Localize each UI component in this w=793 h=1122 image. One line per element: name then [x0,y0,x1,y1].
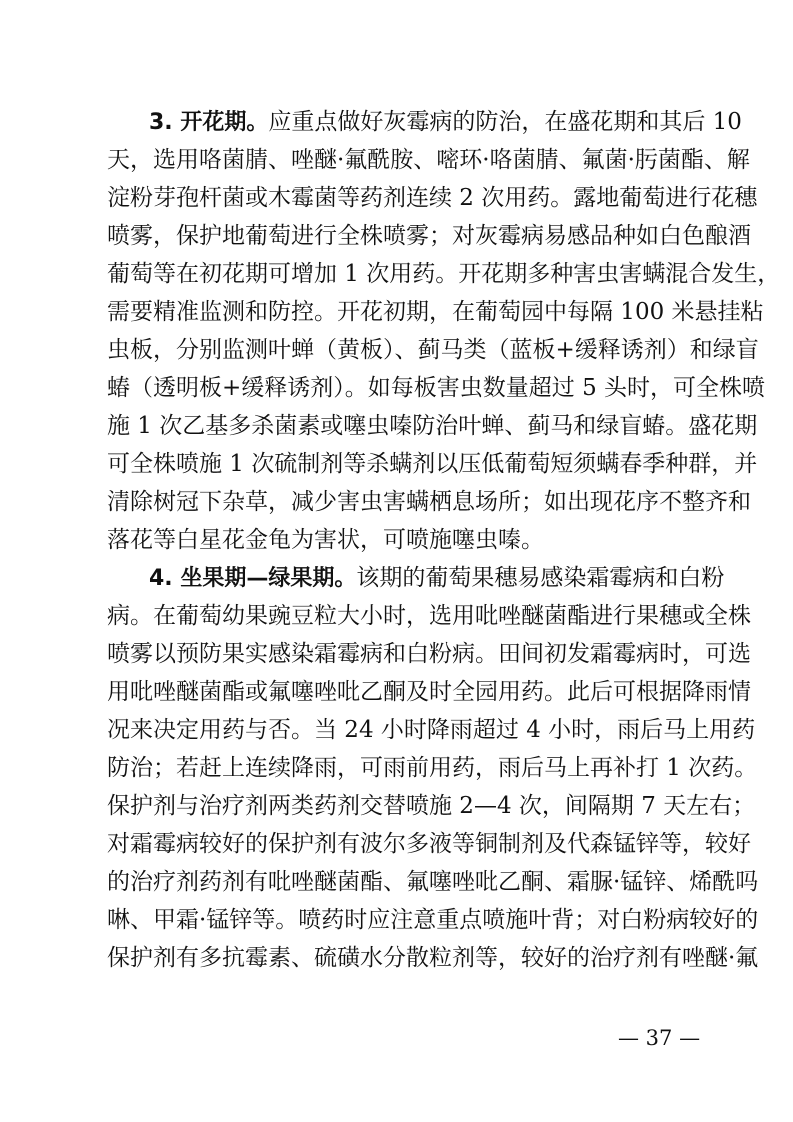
paragraph-line: 葡萄等在初花期可增加 1 次用药。开花期多种害虫害螨混合发生， [107,261,781,287]
paragraph-line: 病。在葡萄幼果豌豆粒大小时，选用吡唑醚菌酯进行果穗或全株 [107,603,751,629]
section-4-heading: 4. 坐果期—绿果期。 [149,566,357,591]
paragraph-line: 保护剂有多抗霉素、硫磺水分散粒剂等，较好的治疗剂有唑醚·氟 [107,945,759,971]
section-4-line-1 [149,563,725,593]
section-4-text: 该期的葡萄果穗易感染霜霉病和白粉 [356,565,725,591]
paragraph-line: 喷雾以预防果实感染霜霉病和白粉病。田间初发霜霉病时，可选 [107,641,751,667]
page-number: — 37 — [618,1026,701,1050]
section-3-heading: 3. 开花期。 [149,110,269,135]
paragraph-line: 保护剂与治疗剂两类药剂交替喷施 2—4 次，间隔期 7 天左右； [107,793,756,819]
paragraph-line: 可全株喷施 1 次硫制剂等杀螨剂以压低葡萄短须螨春季种群，并 [107,451,758,477]
paragraph-line: 况来决定用药与否。当 24 小时降雨超过 4 小时，雨后马上用药 [107,717,756,743]
paragraph-line: 的治疗剂药剂有吡唑醚菌酯、氟噻唑吡乙酮、霜脲·锰锌、烯酰吗 [107,869,759,895]
paragraph-line: 蝽（透明板+缓释诱剂）。如每板害虫数量超过 5 头时，可全株喷 [107,375,766,401]
paragraph-line: 啉、甲霜·锰锌等。喷药时应注意重点喷施叶背；对白粉病较好的 [107,907,759,933]
paragraph-line: 用吡唑醚菌酯或氟噻唑吡乙酮及时全园用药。此后可根据降雨情 [107,679,751,705]
paragraph-line: 防治；若赶上连续降雨，可雨前用药，雨后马上再补打 1 次药。 [107,755,758,781]
paragraph-line: 淀粉芽孢杆菌或木霉菌等药剂连续 2 次用药。露地葡萄进行花穗 [107,185,758,211]
paragraph-line: 需要精准监测和防控。开花初期，在葡萄园中每隔 100 米悬挂粘 [107,299,764,325]
paragraph-line: 对霜霉病较好的保护剂有波尔多液等铜制剂及代森锰锌等，较好 [107,831,751,857]
paragraph-line: 落花等白星花金龟为害状，可喷施噻虫嗪。 [107,527,544,553]
paragraph-line: 喷雾，保护地葡萄进行全株喷雾；对灰霉病易感品种如白色酿酒 [107,223,751,249]
section-3-line-1 [149,107,742,137]
paragraph-line: 施 1 次乙基多杀菌素或噻虫嗪防治叶蝉、蓟马和绿盲蝽。盛花期 [107,413,758,439]
paragraph-line: 天，选用咯菌腈、唑醚·氟酰胺、嘧环·咯菌腈、氟菌·肟菌酯、解 [107,147,750,173]
paragraph-line: 虫板，分别监测叶蝉（黄板）、蓟马类（蓝板+缓释诱剂）和绿盲 [107,337,759,363]
paragraph-line: 清除树冠下杂草，减少害虫害螨栖息场所；如出现花序不整齐和 [107,489,751,515]
section-3-text: 应重点做好灰霉病的防治，在盛花期和其后 10 [268,109,742,135]
